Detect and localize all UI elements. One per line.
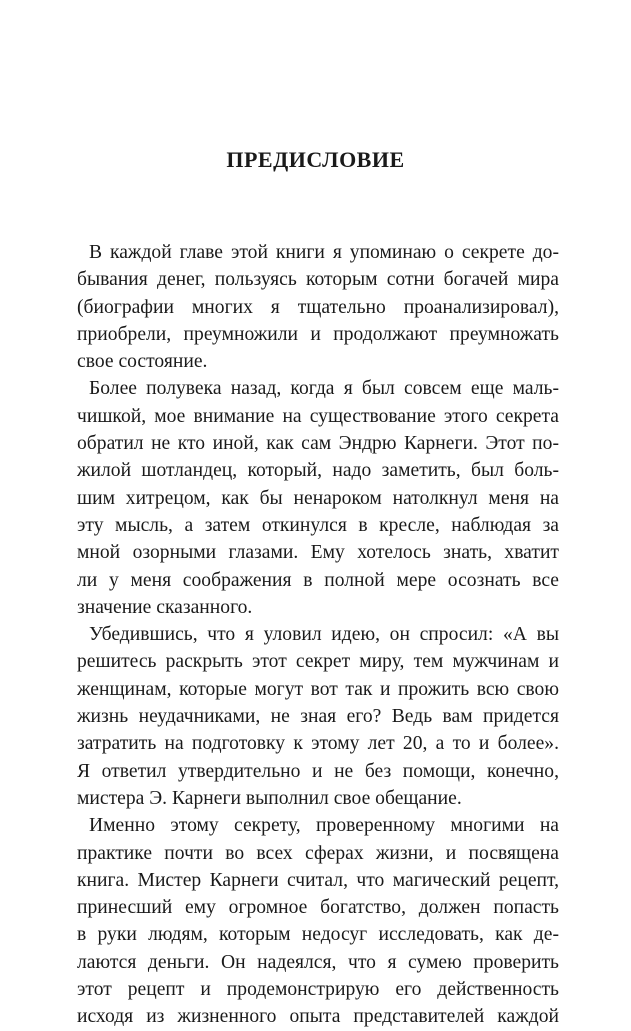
- text-line: обратил не кто иной, как сам Эндрю Карнеги. Этот по-: [77, 433, 559, 455]
- text-line: Именно этому секрету, проверенному многими на: [89, 815, 559, 837]
- page-title: ПРЕДИСЛОВИЕ: [226, 147, 405, 172]
- text-line: исходя из жизненного опыта представителей каждой: [77, 1006, 559, 1028]
- text-line: (биографии многих я тщательно проанализировал),: [77, 296, 559, 318]
- text-line: шим хитрецом, как бы ненароком натолкнул меня на: [77, 487, 559, 509]
- text-line: затратить на подготовку к этому лет 20, а то и более».: [77, 733, 559, 755]
- text-line: приобрели, преумножили и продолжают преумножать: [77, 323, 559, 345]
- text-line: женщинам, которые могут вот так и прожить всю свою: [77, 678, 559, 700]
- body-text: [77, 239, 559, 1031]
- text-line: значение сказанного.: [77, 596, 253, 618]
- text-line: ли у меня соображения в полной мере осознать все: [77, 569, 559, 591]
- paragraph: [77, 812, 559, 1030]
- text-line: мистера Э. Карнеги выполнил свое обещание.: [77, 787, 462, 809]
- paragraph: [77, 621, 559, 812]
- paragraph: [77, 375, 559, 621]
- text-line: решитесь раскрыть этот секрет миру, тем мужчинам и: [77, 651, 559, 673]
- text-line: чишкой, мое внимание на существование этого секрета: [77, 405, 559, 427]
- text-line: Убедившись, что я уловил идею, он спросил: «А вы: [89, 624, 559, 646]
- text-line: жизнь неудачниками, не зная его? Ведь вам придется: [77, 706, 559, 728]
- text-line: практике почти во всех сферах жизни, и посвящена: [77, 842, 559, 864]
- text-line: Более полувека назад, когда я был совсем еще маль-: [89, 378, 559, 400]
- text-line: эту мысль, а затем откинулся в кресле, наблюдая за: [77, 514, 559, 536]
- text-line: книга. Мистер Карнеги считал, что магический рецепт,: [77, 869, 559, 891]
- paragraph: [77, 239, 559, 375]
- text-line: жилой шотландец, который, надо заметить, был боль-: [77, 460, 559, 482]
- text-line: бывания денег, пользуясь которым сотни богачей мира: [77, 269, 559, 291]
- text-line: В каждой главе этой книги я упоминаю о секрете до-: [89, 242, 559, 263]
- text-line: свое состояние.: [77, 351, 208, 373]
- text-line: лаются деньги. Он надеялся, что я сумею проверить: [77, 951, 559, 973]
- text-line: мной озорными глазами. Ему хотелось знать, хватит: [77, 542, 559, 564]
- text-line: этот рецепт и продемонстрирую его действенность: [77, 979, 559, 1001]
- text-line: принесший ему огромное богатство, должен попасть: [77, 897, 559, 919]
- text-line: Я ответил утвердительно и не без помощи, конечно,: [77, 760, 559, 782]
- text-line: в руки людям, которым недосуг исследовать, как де-: [77, 924, 559, 946]
